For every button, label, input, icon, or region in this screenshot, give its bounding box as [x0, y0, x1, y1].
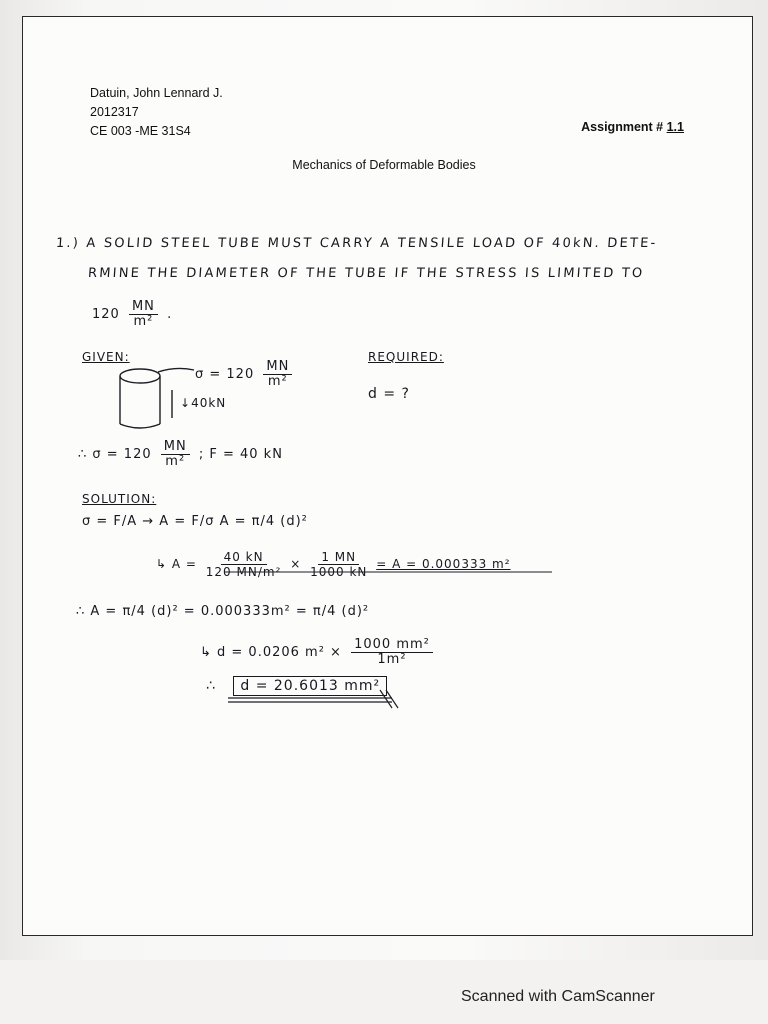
area-fraction-den: 120 MN/m²	[205, 565, 282, 579]
document-title: Mechanics of Deformable Bodies	[292, 158, 476, 172]
conversion-num: 1 MN	[318, 550, 359, 565]
given-heading: GIVEN:	[82, 350, 130, 364]
answer-prefix: ∴	[206, 678, 216, 694]
given-load-value: 40kN	[191, 396, 227, 410]
diameter-step: ↳ d = 0.0206 m² ×	[200, 645, 342, 660]
mm-conversion-den: 1m²	[377, 652, 407, 667]
answer-tick-2	[386, 690, 398, 708]
solution-line-2: ↳ A = $\frac{40 kN}{\text{120 MN/m²}}$ × $\frac{1 MN}{1000 kN}$ = A = 0.000333 m²	[156, 550, 511, 579]
summary-unit-den: m²	[165, 454, 186, 469]
summary-sigma: ∴ σ = 120	[78, 447, 152, 462]
given-load: ↓40kN	[180, 396, 227, 410]
answer-tick-1	[380, 690, 392, 708]
required-value: d = ?	[368, 386, 410, 402]
given-sigma-value: σ = 120	[195, 367, 255, 382]
cylinder-top	[120, 369, 160, 383]
camscanner-watermark: Scanned with CamScanner	[461, 988, 655, 1005]
cylinder-bottom	[120, 424, 160, 428]
area-fraction-num: 40 kN	[221, 550, 267, 565]
answer-box: d = 20.6013 mm²	[233, 676, 387, 696]
stress-number: 120	[92, 307, 120, 322]
given-unit-num: MN	[263, 360, 292, 375]
assignment-number: 1.1	[666, 120, 684, 134]
course-code: CE 003 -ME 31S4	[90, 124, 191, 138]
summary-force: ; F = 40 kN	[198, 447, 283, 462]
given-unit-den: m²	[267, 374, 288, 389]
mm-conversion-num: 1000 mm²	[351, 638, 433, 653]
problem-text-1: A SOLID STEEL TUBE MUST CARRY A TENSILE LOAD OF 40kN. DETE-	[85, 236, 658, 251]
solution-line-1: σ = F/A → A = F/σ A = π/4 (d)²	[82, 514, 308, 529]
summary-unit-num: MN	[161, 440, 190, 455]
assignment-prefix: Assignment #	[581, 120, 664, 134]
solution-heading: SOLUTION:	[82, 492, 157, 506]
required-heading: REQUIRED:	[368, 350, 444, 364]
solution-line-3: ∴ A = π/4 (d)² = 0.000333m² = π/4 (d)²	[76, 604, 370, 619]
stress-unit-num: MN	[129, 300, 158, 315]
student-name: Datuin, John Lennard J.	[90, 86, 223, 100]
student-id: 2012317	[90, 105, 139, 119]
stress-arrow	[158, 368, 194, 372]
problem-stress-value: 120 $\frac{MN}{\text{m²}}$ .	[92, 299, 173, 329]
conversion-den: 1000 kN	[310, 565, 368, 579]
stress-unit-den: m²	[133, 314, 154, 329]
area-result: = A = 0.000333 m²	[376, 557, 511, 571]
solution-line-2-left: ↳ A =	[156, 557, 197, 571]
problem-number: 1.)	[55, 236, 81, 251]
problem-line-2: RMINE THE DIAMETER OF THE TUBE IF THE STRESS IS LIMITED TO	[87, 266, 645, 281]
